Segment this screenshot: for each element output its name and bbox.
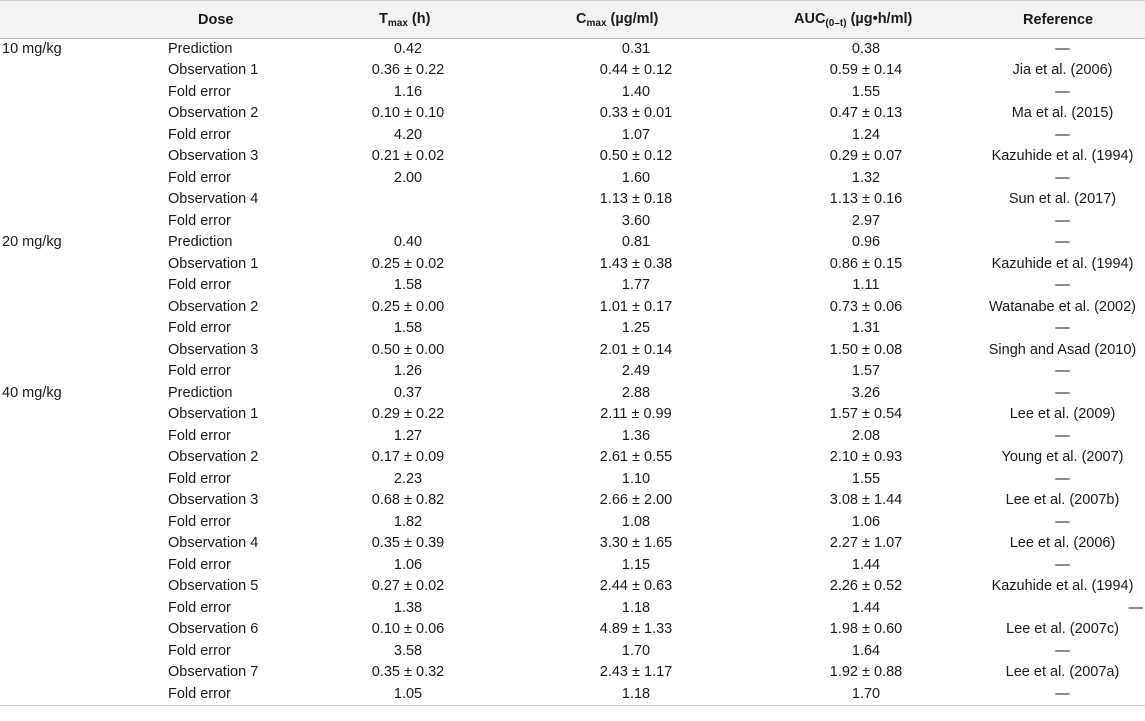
auc-cell: 1.55 xyxy=(851,470,881,487)
reference-cell: Sun et al. (2017) xyxy=(1008,191,1117,208)
cmax-cell: 1.77 xyxy=(621,277,651,294)
dose-group-cell xyxy=(0,361,168,383)
table-row xyxy=(0,404,1145,426)
dose-group-cell xyxy=(0,103,168,125)
reference-cell: — xyxy=(980,684,1145,706)
reference-cell: Ma et al. (2015) xyxy=(1011,105,1114,122)
tmax-cell: 0.36 ± 0.22 xyxy=(371,62,445,79)
cmax-cell: 2.01 ± 0.14 xyxy=(599,341,673,358)
reference-cell: — xyxy=(1055,470,1070,487)
dose-group-cell: 10 mg/kg xyxy=(2,41,62,57)
dose-group-cell xyxy=(0,641,168,663)
table-row xyxy=(0,168,1145,190)
dose-group-cell xyxy=(0,211,168,233)
table-row xyxy=(0,275,1145,297)
cmax-cell: 0.33 ± 0.01 xyxy=(599,105,673,122)
tmax-cell: 0.17 ± 0.09 xyxy=(371,449,445,466)
tmax-cell: 2.23 xyxy=(393,470,423,487)
dose-group-cell xyxy=(0,469,168,491)
reference-cell: — xyxy=(1055,234,1070,251)
auc-cell: 1.57 ± 0.54 xyxy=(829,406,903,423)
table-row xyxy=(0,533,1145,555)
reference-cell: — xyxy=(1055,427,1070,444)
dose-group-cell xyxy=(0,447,168,469)
reference-cell: — xyxy=(1055,642,1070,659)
reference-cell: Singh and Asad (2010) xyxy=(988,341,1137,358)
reference-cell: — xyxy=(1055,212,1070,229)
row-label-cell: Observation 2 xyxy=(168,105,259,122)
tmax-cell: 0.10 ± 0.06 xyxy=(371,621,445,638)
row-label-cell: Observation 6 xyxy=(168,621,259,638)
cmax-cell: 1.07 xyxy=(621,126,651,143)
table-row xyxy=(0,232,1145,254)
header-reference: Reference xyxy=(1023,11,1094,28)
auc-cell: 1.44 xyxy=(851,599,881,616)
row-label-cell: Observation 2 xyxy=(168,298,259,315)
auc-cell: 1.24 xyxy=(851,126,881,143)
auc-cell: 0.96 xyxy=(851,234,881,251)
reference-cell: Watanabe et al. (2002) xyxy=(989,298,1136,315)
dose-group-cell xyxy=(0,619,168,641)
tmax-cell: 1.16 xyxy=(393,83,423,100)
reference-cell: Kazuhide et al. (1994) xyxy=(991,148,1134,165)
tmax-cell: 1.38 xyxy=(393,599,423,616)
cmax-cell: 4.89 ± 1.33 xyxy=(599,621,673,638)
tmax-cell: 0.40 xyxy=(393,234,423,251)
cmax-cell: 2.11 ± 0.99 xyxy=(600,406,672,423)
row-label-cell: Prediction xyxy=(168,384,233,401)
auc-cell: 1.98 ± 0.60 xyxy=(829,621,903,638)
table-row xyxy=(0,641,1145,663)
auc-cell: 2.10 ± 0.93 xyxy=(829,449,903,466)
row-label-cell: Observation 1 xyxy=(168,406,259,423)
dose-group-cell xyxy=(0,426,168,448)
reference-cell: Lee et al. (2007a) xyxy=(1005,664,1120,681)
cmax-cell: 1.40 xyxy=(621,83,651,100)
row-label-cell: Fold error xyxy=(168,427,231,444)
reference-cell: Young et al. (2007) xyxy=(1001,449,1124,466)
row-label-cell: Prediction xyxy=(168,234,233,251)
reference-cell: — xyxy=(1055,169,1070,186)
auc-cell: 1.57 xyxy=(851,363,881,380)
tmax-cell: 3.58 xyxy=(393,642,423,659)
reference-cell: Kazuhide et al. (1994) xyxy=(991,578,1134,595)
auc-cell: 0.47 ± 0.13 xyxy=(829,105,903,122)
cmax-cell: 1.18 xyxy=(621,599,651,616)
auc-cell: 0.38 xyxy=(851,41,881,57)
table-row xyxy=(0,103,1145,125)
auc-cell: 0.59 ± 0.14 xyxy=(829,62,903,79)
auc-cell: 1.70 xyxy=(752,684,980,706)
auc-cell: 1.64 xyxy=(851,642,881,659)
table-row xyxy=(0,254,1145,276)
reference-cell: — xyxy=(1055,83,1070,100)
table-row xyxy=(0,576,1145,598)
auc-cell: 2.26 ± 0.52 xyxy=(829,578,903,595)
row-label-cell: Fold error xyxy=(168,320,231,337)
tmax-cell: 0.35 ± 0.32 xyxy=(371,664,445,681)
auc-cell: 2.27 ± 1.07 xyxy=(829,535,903,552)
tmax-cell: 0.29 ± 0.22 xyxy=(371,406,445,423)
cmax-cell: 1.13 ± 0.18 xyxy=(599,191,673,208)
row-label-cell: Fold error xyxy=(168,83,231,100)
tmax-cell: 1.82 xyxy=(393,513,423,530)
reference-cell: Lee et al. (2007c) xyxy=(1006,621,1119,638)
auc-cell: 0.29 ± 0.07 xyxy=(829,148,903,165)
row-label-cell: Observation 1 xyxy=(168,62,259,79)
auc-cell: 0.86 ± 0.15 xyxy=(829,255,903,272)
cmax-cell: 3.30 ± 1.65 xyxy=(599,535,673,552)
table-row xyxy=(0,318,1145,340)
cmax-cell: 3.60 xyxy=(621,212,651,229)
dose-group-cell xyxy=(0,146,168,168)
row-label-cell: Observation 3 xyxy=(168,148,259,165)
tmax-cell: 1.58 xyxy=(393,277,423,294)
row-label-cell: Fold error xyxy=(168,470,231,487)
dose-group-cell xyxy=(0,662,168,684)
table-row xyxy=(0,619,1145,641)
reference-cell: Lee et al. (2009) xyxy=(1009,406,1116,423)
tmax-cell: 4.20 xyxy=(393,126,423,143)
row-label-cell: Fold error xyxy=(168,212,231,229)
table-row xyxy=(0,469,1145,491)
dose-group-cell xyxy=(0,512,168,534)
cmax-cell: 1.36 xyxy=(621,427,651,444)
cmax-cell: 2.49 xyxy=(621,363,651,380)
dose-group-cell xyxy=(0,275,168,297)
table-row xyxy=(0,426,1145,448)
dose-group-cell xyxy=(0,490,168,512)
table-row xyxy=(0,211,1145,233)
cmax-cell: 2.43 ± 1.17 xyxy=(599,664,673,681)
dose-group-cell xyxy=(0,555,168,577)
cmax-cell: 2.61 ± 0.55 xyxy=(599,449,673,466)
dose-group-cell xyxy=(0,318,168,340)
row-label-cell: Observation 2 xyxy=(168,449,259,466)
auc-cell: 0.73 ± 0.06 xyxy=(829,298,903,315)
reference-cell: Lee et al. (2006) xyxy=(1009,535,1116,552)
dose-group-cell xyxy=(0,533,168,555)
table-row xyxy=(0,447,1145,469)
auc-cell: 1.11 xyxy=(852,277,880,294)
row-label-cell: Observation 3 xyxy=(168,341,259,358)
row-label-cell: Observation 7 xyxy=(168,664,259,681)
row-label-cell: Fold error xyxy=(168,363,231,380)
reference-cell: — xyxy=(1128,599,1143,616)
tmax-cell xyxy=(296,189,520,211)
table-row xyxy=(0,82,1145,104)
tmax-cell: 0.68 ± 0.82 xyxy=(371,492,445,509)
header-auc-unit: (µg•h/ml) xyxy=(846,10,913,27)
table-row xyxy=(0,383,1145,405)
auc-cell: 3.26 xyxy=(851,384,881,401)
cmax-cell: 1.60 xyxy=(621,169,651,186)
tmax-cell: 1.27 xyxy=(393,427,423,444)
auc-cell: 1.06 xyxy=(851,513,881,530)
row-label-cell: Prediction xyxy=(168,41,233,57)
cmax-cell: 0.50 ± 0.12 xyxy=(599,148,673,165)
tmax-cell: 0.25 ± 0.00 xyxy=(371,298,445,315)
reference-cell: — xyxy=(1055,41,1070,57)
dose-group-cell xyxy=(0,254,168,276)
tmax-cell: 0.42 xyxy=(393,41,423,57)
row-label-cell: Observation 5 xyxy=(168,578,259,595)
dose-group-cell xyxy=(0,340,168,362)
table-row xyxy=(0,125,1145,147)
reference-cell: Jia et al. (2006) xyxy=(1012,62,1113,79)
row-label-cell: Observation 4 xyxy=(168,535,259,552)
row-label-cell: Fold error xyxy=(168,642,231,659)
row-label-cell: Fold error xyxy=(168,599,231,616)
row-label-cell: Observation 1 xyxy=(168,255,259,272)
tmax-cell: 0.27 ± 0.02 xyxy=(371,578,445,595)
table-row xyxy=(0,297,1145,319)
dose-group-cell xyxy=(0,60,168,82)
header-cmax-main: C xyxy=(576,10,587,27)
tmax-cell: 1.06 xyxy=(393,556,423,573)
header-auc-main: AUC xyxy=(794,10,826,27)
table-header xyxy=(0,1,1145,39)
reference-cell: — xyxy=(1055,556,1070,573)
header-row xyxy=(0,1,1145,39)
dose-group-cell xyxy=(0,168,168,190)
cmax-cell: 0.44 ± 0.12 xyxy=(599,62,673,79)
cmax-cell: 1.43 ± 0.38 xyxy=(599,255,673,272)
row-label-cell: Fold error xyxy=(168,556,231,573)
tmax-cell: 0.21 ± 0.02 xyxy=(371,148,445,165)
reference-cell: — xyxy=(1055,513,1070,530)
row-label-cell: Fold error xyxy=(168,277,231,294)
auc-cell: 1.50 ± 0.08 xyxy=(829,341,903,358)
header-tmax-unit: (h) xyxy=(407,10,431,27)
reference-cell: — xyxy=(1055,320,1070,337)
table-row xyxy=(0,598,1145,620)
table-row xyxy=(0,684,1145,706)
cmax-cell: 0.31 xyxy=(621,41,651,57)
table-row xyxy=(0,512,1145,534)
reference-cell: Kazuhide et al. (1994) xyxy=(991,255,1134,272)
tmax-cell: 1.58 xyxy=(393,320,423,337)
auc-cell: 1.55 xyxy=(851,83,881,100)
auc-cell: 2.97 xyxy=(851,212,881,229)
dose-group-cell: 40 mg/kg xyxy=(2,384,62,401)
dose-group-cell xyxy=(0,125,168,147)
tmax-cell: 0.10 ± 0.10 xyxy=(371,105,445,122)
header-cmax-unit: (µg/ml) xyxy=(606,10,659,27)
cmax-cell: 0.81 xyxy=(621,234,651,251)
row-label-cell: Fold error xyxy=(168,684,296,706)
table-row xyxy=(0,490,1145,512)
cmax-cell: 1.08 xyxy=(621,513,651,530)
auc-cell: 2.08 xyxy=(851,427,881,444)
auc-cell: 1.13 ± 0.16 xyxy=(829,191,903,208)
cmax-cell: 1.10 xyxy=(621,470,651,487)
dose-group-cell xyxy=(0,684,168,706)
tmax-cell xyxy=(296,211,520,233)
dose-group-cell: 20 mg/kg xyxy=(2,234,62,251)
cmax-cell: 2.44 ± 0.63 xyxy=(599,578,673,595)
tmax-cell: 0.35 ± 0.39 xyxy=(371,535,445,552)
cmax-cell: 2.88 xyxy=(621,384,651,401)
tmax-cell: 0.37 xyxy=(393,384,423,401)
header-tmax xyxy=(296,1,520,39)
reference-cell: — xyxy=(1055,126,1070,143)
dose-group-cell xyxy=(0,576,168,598)
cmax-cell: 1.01 ± 0.17 xyxy=(599,298,673,315)
tmax-cell: 1.05 xyxy=(296,684,520,706)
table-row xyxy=(0,39,1145,61)
auc-cell: 3.08 ± 1.44 xyxy=(829,492,903,509)
header-dose: Dose xyxy=(198,11,234,28)
row-label-cell: Fold error xyxy=(168,169,231,186)
dose-group-cell xyxy=(0,404,168,426)
dose-group-cell xyxy=(0,82,168,104)
table-row xyxy=(0,189,1145,211)
tmax-cell: 2.00 xyxy=(393,169,423,186)
header-auc-sub: (0–t) xyxy=(825,17,847,29)
table-row xyxy=(0,60,1145,82)
auc-cell: 1.31 xyxy=(851,320,881,337)
header-tmax-main: T xyxy=(379,10,388,27)
auc-cell: 1.32 xyxy=(851,169,881,186)
header-cmax-sub: max xyxy=(586,17,607,29)
header-group xyxy=(0,1,168,39)
header-auc xyxy=(752,1,980,39)
reference-cell: — xyxy=(1055,277,1070,294)
reference-cell: — xyxy=(1055,363,1070,380)
table-row xyxy=(0,146,1145,168)
table-row xyxy=(0,662,1145,684)
reference-cell: Lee et al. (2007b) xyxy=(1005,492,1120,509)
reference-cell: — xyxy=(1055,384,1070,401)
dose-group-cell xyxy=(0,297,168,319)
header-tmax-sub: max xyxy=(387,17,408,29)
cmax-cell: 2.66 ± 2.00 xyxy=(599,492,673,509)
auc-cell: 1.44 xyxy=(851,556,881,573)
tmax-cell: 1.26 xyxy=(393,363,423,380)
cmax-cell: 1.70 xyxy=(621,642,651,659)
auc-cell: 1.92 ± 0.88 xyxy=(829,664,903,681)
row-label-cell: Fold error xyxy=(168,126,231,143)
cmax-cell: 1.18 xyxy=(520,684,752,706)
row-label-cell: Fold error xyxy=(168,513,231,530)
table-row xyxy=(0,555,1145,577)
header-cmax xyxy=(520,1,752,39)
tmax-cell: 0.25 ± 0.02 xyxy=(371,255,445,272)
dose-group-cell xyxy=(0,598,168,620)
row-label-cell: Observation 4 xyxy=(168,191,259,208)
table-row xyxy=(0,340,1145,362)
tmax-cell: 0.50 ± 0.00 xyxy=(371,341,445,358)
cmax-cell: 1.15 xyxy=(621,556,651,573)
cmax-cell: 1.25 xyxy=(621,320,651,337)
table-row xyxy=(0,361,1145,383)
row-label-cell: Observation 3 xyxy=(168,492,259,509)
table-body xyxy=(0,39,1145,706)
dose-group-cell xyxy=(0,189,168,211)
